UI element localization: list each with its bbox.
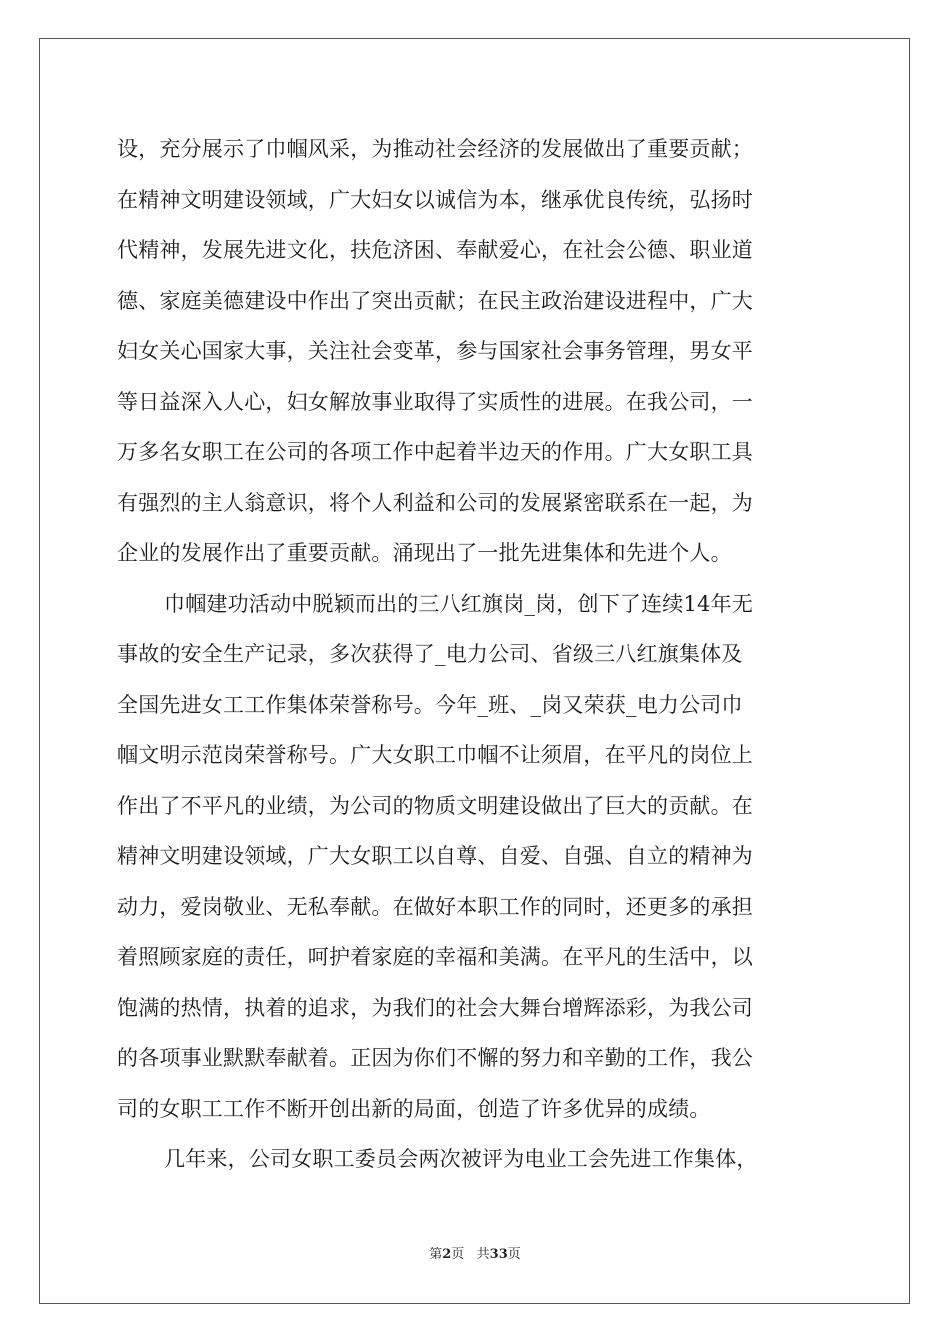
text-line: 着照顾家庭的责任，呵护着家庭的幸福和美满。在平凡的生活中，以 — [117, 945, 753, 969]
text-line: 帼文明示范岗荣誉称号。广大女职工巾帼不让须眉，在平凡的岗位上 — [117, 743, 753, 767]
footer-prefix: 第 — [429, 1247, 443, 1262]
text-line: 巾帼建功活动中脱颖而出的三八红旗岗_岗，创下了连续14年无 — [164, 591, 754, 616]
text-line: 在精神文明建设领域，广大妇女以诚信为本，继承优良传统，弘扬时 — [117, 187, 753, 212]
text-line: 妇女关心国家大事，关注社会变革，参与国家社会事务管理，男女平 — [117, 339, 753, 363]
text-line: 设，充分展示了巾帼风采，为推动社会经济的发展做出了重要贡献； — [117, 137, 753, 161]
text-line: 饱满的热情，执着的追求，为我们的社会大舞台增辉添彩，为我公司 — [117, 995, 753, 1020]
page-footer — [0, 1246, 950, 1264]
text-line: 动力，爱岗敬业、无私奉献。在做好本职工作的同时，还更多的承担 — [117, 894, 753, 919]
text-line: 德、家庭美德建设中作出了突出贡献；在民主政治建设进程中，广大 — [117, 288, 753, 313]
text-line: 司的女职工工作不断开创出新的局面，创造了许多优异的成绩。 — [117, 1096, 711, 1121]
total-pages: 33 — [489, 1247, 508, 1262]
footer-suffix: 页 — [507, 1247, 521, 1262]
text-line: 作出了不平凡的业绩，为公司的物质文明建设做出了巨大的贡献。在 — [117, 793, 753, 818]
text-line: 的各项事业默默奉献着。正因为你们不懈的努力和辛勤的工作，我公 — [117, 1046, 753, 1070]
text-line: 代精神，发展先进文化，扶危济困、奉献爱心，在社会公德、职业道 — [117, 238, 753, 262]
text-line: 精神文明建设领域，广大女职工以自尊、自爱、自强、自立的精神为 — [117, 844, 753, 868]
current-page-number: 2 — [442, 1247, 452, 1262]
footer-middle: 页 共 — [451, 1247, 490, 1262]
text-line: 事故的安全生产记录，多次获得了_电力公司、省级三八红旗集体及 — [117, 642, 743, 666]
document-body — [117, 124, 833, 1185]
text-line: 万多名女职工在公司的各项工作中起着半边天的作用。广大女职工具 — [117, 440, 753, 464]
text-line: 全国先进女工工作集体荣誉称号。今年_班、_岗又荣获_电力公司巾 — [117, 692, 743, 717]
text-line: 几年来，公司女职工委员会两次被评为电业工会先进工作集体， — [164, 1147, 758, 1171]
text-line: 有强烈的主人翁意识，将个人利益和公司的发展紧密联系在一起，为 — [117, 490, 753, 515]
text-line: 企业的发展作出了重要贡献。涌现出了一批先进集体和先进个人。 — [117, 541, 732, 565]
text-line: 等日益深入人心，妇女解放事业取得了实质性的进展。在我公司，一 — [117, 389, 753, 414]
